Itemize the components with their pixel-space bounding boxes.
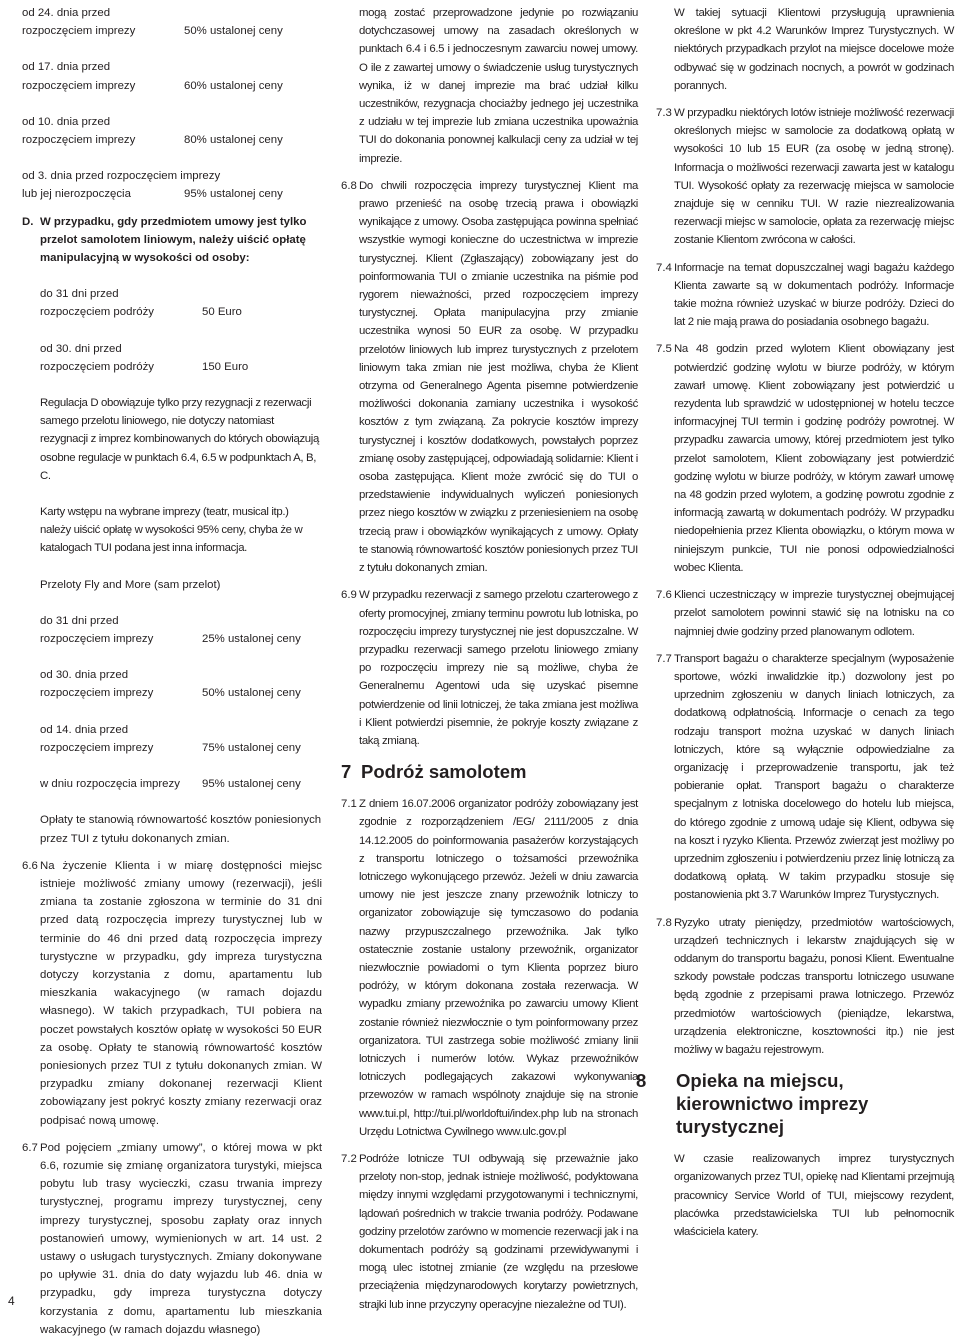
price-row: do 31 dni przed rozpoczęciem imprezy 25% ustalonej ceny bbox=[40, 614, 301, 646]
column-left bbox=[22, 4, 322, 1339]
clause-7-1: 7.1 Z dniem 16.07.2006 organizator podróży zobowiązany jest zgodnie z rozporządzeniem /EG/ 2111/2005 z dnia 14.12.2005 do poinformowania pasażerów korzystających z transportu lotniczego o tożsamości przewoźnika lotniczego wykonującego przewóz. Jeżeli w dniu zawarcia umowy nie jest jeszcze znany przewoźnik lotniczy to organizator zobowiązuje się tymczasowo do podania nazwy przypuszczalnego przewoźnika. Jak tylko ostatecznie zostanie ustalony przewoźnik, organizator niezwłocznie powiadomi o tym Klienta poprzez biuro podróży, w którym dokonana została rezerwacja. W wypadku zmiany przewoźnika po zawarciu umowy Klient zostanie również niezwłocznie o tym poinformowany przez organizatora. TUI zastrzega sobie możliwość zmiany linii lotniczych i numerów lotów. Wykaz przewoźników lotniczych podlegających zakazowi wykonywania przewozów w ramach wspólnoty znajduje się na stronie www.tui.pl, http://tui.pl/worldoftui/index.php lub na stronach Urzędu Lotnictwa Cywilnego www.ulc.gov.pl bbox=[341, 798, 638, 1138]
clause-d: D. W przypadku, gdy przedmiotem umowy jest tylko przelot samolotem liniowym, należy uiścić opłatę manipulacyjną w wysokości od osoby: bbox=[22, 213, 322, 268]
clause-7-2-continued: W takiej sytuacji Klientowi przysługują uprawnienia określone w pkt 4.2 Warunków Imprez Turystycznych. W niektórych przypadkach przylot na miejsce docelowe może odbywać się w godzinach nocnych, a powrót w godzinach porannych. bbox=[674, 7, 954, 92]
tickets-note: Karty wstępu na wybrane imprezy (teatr, musical itp.) należy uiścić opłatę w wysokości 95% ceny, chyba że w katalogach TUI podana jest inna informacja. bbox=[40, 506, 303, 555]
clause-7-2: 7.2 Podróże lotnicze TUI odbywają się przeważnie jako przeloty non-stop, jednak istnieje możliwość, podyktowana między innymi względami przygotowanymi i technicznymi, lądowań pośrednich w trakcie trwania podróży. Podawane godziny przelotów zarówno w momencie rezerwacji jak i na dokumentach podróży są godzinami przewidywanymi i mogą ulec istotnej zmianie (ze względu na przesłowe przeciążenia międzynarodowych korytarzy powietrznych, strajki lub inne przyczyny operacyjne niezależne od TUI). bbox=[341, 1152, 638, 1311]
price-row: od 17. dnia przed rozpoczęciem imprezy 60% ustalonej ceny bbox=[22, 61, 283, 92]
price-row: do 31 dni przed rozpoczęciem podróży 50 Euro bbox=[40, 288, 242, 319]
section-7-heading: 7 Podróż samolotem bbox=[341, 761, 527, 783]
clause-6-9: 6.9 W przypadku rezerwacji z samego przelotu czarterowego z oferty promocyjnej, zmiany terminu powrotu lub lotniska, po rozpoczęciu imprezy turystycznej nie jest dopuszczalne. W przypadku rezerwacji samego przelotu liniowego zmiany po rozpoczęciu imprezy nie są możliwe, chyba że Generalnemu Agentowi uda się uzyskać pisemne potwierdzenie od linii lotniczej, że taka zmiana jest możliwa i Klient potwierdzi pisemnie, że pokryje koszty związane z taką zmianą. bbox=[341, 589, 638, 747]
price-row: od 30. dnia przed rozpoczęciem imprezy 50% ustalonej ceny bbox=[40, 669, 301, 700]
price-row: od 30. dni przed rozpoczęciem podróży 150 Euro bbox=[40, 342, 249, 373]
clause-7-7: 7.7 Transport bagażu o charakterze specjalnym (wyposażenie sportowe, wózki inwalidzkie itp.) dozwolony jest po uprzednim zgłoszeniu w danych liniach lotniczych, za dodatkową odpłatnością. Informacje o cenach za tego rodzaju transport można uzyskać w danych liniach lotniczych, które są wyłącznie odpowiedzialne za organizację i przeprowadzenie transportu, jak też pobieranie opłat. Transport bagażu o charakterze specjalnym z lotniska docelowego do hotelu lub miejsca, do którego zgodnie z umową udaje się Klient, odbywa się na koszt i ryzyko Klienta. Przewóz zwierząt jest możliwy po uprzednim zgłoszeniu i potwierdzeniu przez linię lotniczą za dodatkową opłatą. W takim przypadku stosuje się postanowienia pkt 3.7 Warunków Imprez Turystycznych. bbox=[656, 652, 954, 902]
price-row: od 24. dnia przed rozpoczęciem imprezy 50% ustalonej ceny bbox=[22, 7, 283, 38]
section-8-body: W czasie realizowanych imprez turystycznych organizowanych przez TUI, opiekę nad Klientami przejmują pracownicy Service World of TUI, miejscowy rezydent, placówka przedstawicielska TUI lub pełnomocnik właściciela katery. bbox=[674, 1153, 954, 1238]
clause-d-body bbox=[40, 267, 322, 847]
column-middle bbox=[341, 4, 638, 1314]
clause-d-text: W przypadku, gdy przedmiotem umowy jest tylko przelot samolotem liniowym, należy uiścić opłatę manipulacyjną w wysokości od osoby: bbox=[40, 215, 307, 265]
price-row: w dniu rozpoczęcia imprezy 95% ustalonej ceny bbox=[40, 778, 301, 791]
clause-7-3: 7.3 W przypadku niektórych lotów istnieje możliwość rezerwacji określonych miejsc w samolocie za dodatkową opłatą w wysokości 10 lub 15 EUR (za osobę w jedną stronę). Informacja o możliwości rezerwacji zawarta jest w katalogu TUI. Wysokość opłaty za rezerwację miejsca w samolocie znajduje się w cenniku TUI. W razie niezrealizowania rezerwacji miejsc w samolocie, opłata za rezerwację miejsc zostanie Klientom zwrócona w całości. bbox=[656, 107, 954, 247]
clause-7-4: 7.4 Informacje na temat dopuszczalnej wagi bagażu każdego Klienta zawarte są w dokumentach podróży. Informacje takie można również uzyskać w biurze podróży. Dzieci do lat 2 nie mają prawa do posiadania osobnego bagażu. bbox=[656, 261, 954, 329]
price-row: od 14. dnia przed rozpoczęciem imprezy 75% ustalonej ceny bbox=[40, 723, 301, 754]
clause-7-5: 7.5 Na 48 godzin przed wylotem Klient obowiązany jest potwierdzić godzinę wylotu w biurze podróży, w którym zawarł umowę. Klient zobowiązany jest potwierdzić u rezydenta lub sprawdzić w udostępnionej w hotelu teczce informacyjnej TUI termin i godzinę podróży powrotnej. W przypadku zawarcia umowy, której przedmiotem jest tylko przelot samolotem, Klient zobowiązany jest potwierdzić godzinę wylotu w biurze podróży, w którym zawarł umowę na 48 godzin przed wylotem, a godzinę powrotu zgodnie z informacją zawartą w dokumentach podróży. W przypadku niedopełnienia przez Klienta obowiązku, o którym mowa w niniejszym punkcie, TUI nie ponosi odpowiedzialności wobec Klienta. bbox=[656, 343, 954, 574]
section-8-heading: 8 Opieka na miejscu, kierownictwo imprezy turystycznej bbox=[636, 1070, 869, 1138]
clause-6-7-continued: mogą zostać przeprowadzone jedynie po rozwiązaniu dotychczasowej umowy na zasadach określonych w punktach 6.4 i 6.5 i jednoczesnym zawarciu nowej umowy. O ile z zawartej umowy o świadczenie usług turystycznych wynika, iż w danej imprezie ma brać udział kilku uczestników, rezygnacja chociażby jednego jej uczestnika z udziału w tej imprezie lub zmiana uczestnika upoważnia TUI do dokonania ponownej kalkulacji ceny za udział w tej imprezie. bbox=[359, 7, 638, 165]
page-number: 4 bbox=[8, 1294, 15, 1308]
column-right bbox=[636, 4, 954, 1241]
fly-and-more-heading: Przeloty Fly and More (sam przelot) bbox=[40, 578, 221, 591]
clause-7-6: 7.6 Klienci uczestniczący w imprezie turystycznej obejmującej przelot samolotem powinni stawić się na lotnisku na co najmniej dwie godziny przed planowanym odlotem. bbox=[656, 589, 954, 638]
clause-6-6: 6.6 Na życzenie Klienta i w miarę dostępności miejsc istnieje możliwość zmiany umowy (rezerwacji), jeśli zmiana ta zostanie zgłoszona w terminie do 31 dni przed datą rozpoczęcia imprezy turystycznej lub w terminie do 46 dni przed datą rozpoczęcia imprezy turystyczne w przypadku, gdy impreza turystyczna dotyczy korzystania z domu, apartamentu lub mieszkania wakacyjnego (w ramach dojazdu własnego). W takich przypadkach, TUI pobiera na poczet powstałych kosztów opłatę w wysokości 50 EUR za osobę. Opłaty te stanowią równowartość kosztów poniesionych przez TUI z tytułu dokonanych zmian. W przypadku zmiany dokonanej rezerwacji Klient zobowiązany jest pokryć koszty zmiany rezerwacji oraz podpisać nową umowę. bbox=[22, 859, 322, 1127]
fees-note: Opłaty te stanowią równowartość kosztów poniesionych przez TUI z tytułu dokonanych zmian. bbox=[40, 814, 322, 845]
price-row: od 10. dnia przed rozpoczęciem imprezy 80% ustalonej ceny bbox=[22, 115, 283, 147]
price-row: od 3. dnia przed rozpoczęciem imprezy lub jej nierozpoczęcia 95% ustalonej ceny bbox=[22, 170, 283, 201]
clause-7-8: 7.8 Ryzyko utraty pieniędzy, przedmiotów wartościowych, urządzeń technicznych i lekarstw znajdujących się w oddanym do transportu bagażu, ponosi Klient. Ewentualne szkody powstałe podczas transportu lotniczego usuwane będą zgodnie z przepisami prawa lotniczego. Przewóz przedmiotów wartościowych (pieniądze, lekarstwa, urządzenia elektroniczne, kosztowności itp.) nie jest możliwy w bagażu rejestrowym. bbox=[656, 916, 954, 1056]
regulation-note: Regulacja D obowiązuje tylko przy rezygnacji z rezerwacji samego przelotu liniowego, nie dotyczy natomiast rezygnacji z imprez kombinowanych do których obowiązują osobne regulacje w punktach 6.4, 6.5 w podpunktach A, B, C. bbox=[40, 397, 319, 482]
clause-6-8: 6.8 Do chwili rozpoczęcia imprezy turystycznej Klient ma prawo przenieść na osobę trzecią prawa i obowiązki wynikające z umowy. Osoba zastępująca powinna spełniać wszystkie wymogi konieczne do uczestnictwa w imprezie turystycznej. Klient (Zgłaszający) zobowiązany jest do poinformowania TUI o zmianie uczestnika na piśmie pod rygorem nieważności, przed rozpoczęciem imprezy turystycznej. Opłata manipulacyjna przy zmianie uczestnika wynosi 50 EUR za osobę. W przypadku przelotów liniowych lub imprez turystycznych z przelotem liniowym taka zmian nie jest możliwa, chyba że Klient otrzyma od Generalnego Agenta pisemne potwierdzenie możliwości dokonania zamiany uczestnika i wysokość kosztów z tym związaną. Za pokrycie kosztów imprezy turystycznej i kosztów dodatkowych, powstałych poprzez zmianę osoby zastępującej, odpowiadają solidarnie: Klient i osoba zastępująca. Klient może zwrócić się do TUI o przedstawienie indywidualnych wyliczeń poniesionych przez niego kosztów w związku z przeniesieniem na osobę trzecią praw i obowiązków wynikających z umowy. Opłaty te stanowią równowartość kosztów poniesionych przez TUI z tytułu dokonanych zmian. bbox=[341, 179, 638, 575]
clause-6-7: 6.7 Pod pojęciem „zmiany umowy”, o której mowa w pkt 6.6, rozumie się zmianę organizatora turystyki, miejsca pobytu lub trasy wycieczki, czasu trwania imprezy turystycznej, programu imprezy turystycznej, ceny imprezy turystycznej, sposobu zapłaty oraz innych postanowień umowy, wymienionych w art. 14 ust. 2 ustawy o usługach turystycznych. Zmiany dokonywane po upływie 31. dnia do daty wyjazdu lub 46. dnia w przypadku, gdy impreza turystyczna dotyczy korzystania z domu, apartamentu lub mieszkania wakacyjnego (w ramach dojazdu własnego) bbox=[22, 1141, 322, 1336]
price-table-top bbox=[22, 4, 322, 204]
